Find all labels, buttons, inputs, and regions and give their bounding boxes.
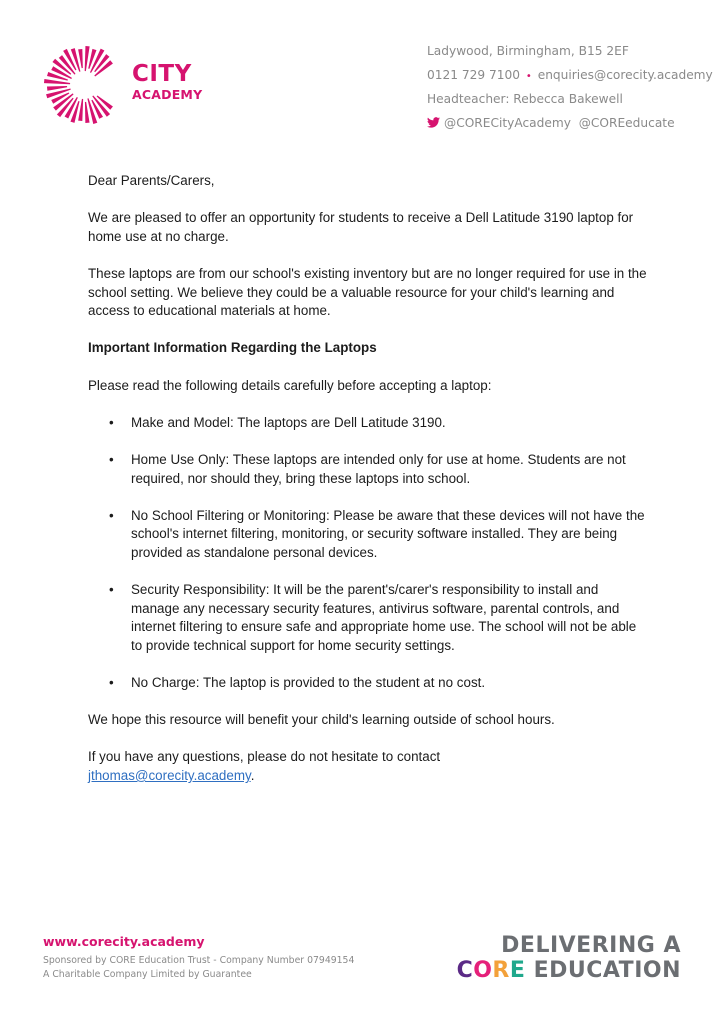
bullet-icon: •	[109, 675, 114, 691]
core-letter-c: C	[456, 958, 474, 983]
twitter-bird-icon	[427, 117, 440, 128]
website-link[interactable]: www.corecity.academy	[43, 934, 205, 949]
list-item-text: No School Filtering or Monitoring: Please be aware that these devices will not have the school's internet filtering, monitoring, or security software installed. They are being provided as standalone personal devices.	[131, 507, 645, 560]
school-name	[132, 63, 202, 102]
list-item-no-charge	[88, 674, 648, 693]
contact-email-link[interactable]: jthomas@corecity.academy	[88, 768, 251, 783]
bullet-icon: •	[109, 582, 114, 598]
twitter-handle-academy[interactable]: @CORECityAcademy	[444, 115, 571, 130]
list-item-make-model	[88, 414, 648, 433]
footer-info	[43, 934, 354, 981]
phone-email-line	[427, 64, 713, 89]
phone-number: 0121 729 7100	[427, 67, 521, 82]
logo-ray	[88, 49, 96, 69]
paragraph-intro: Please read the following details carefully before accepting a laptop:	[88, 377, 492, 393]
list-item-security	[88, 581, 648, 655]
address: Ladywood, Birmingham, B15 2EF	[427, 44, 629, 58]
sunburst-c-logo-icon	[42, 42, 122, 128]
letter-body	[88, 172, 648, 786]
headteacher: Headteacher: Rebecca Bakewell	[427, 92, 623, 106]
info-list	[88, 414, 648, 693]
core-letter-e: E	[509, 958, 526, 983]
closing-contact-text: If you have any questions, please do not hesitate to contact	[88, 749, 441, 765]
closing-contact	[88, 748, 648, 785]
list-item-text: Make and Model: The laptops are Dell Latitude 3190.	[131, 414, 446, 430]
footer-tagline	[457, 933, 681, 983]
sponsor-text: Sponsored by CORE Education Trust - Company Number 07949154	[43, 955, 355, 966]
twitter-line	[427, 112, 713, 136]
charity-text: A Charitable Company Limited by Guarantee	[43, 968, 252, 980]
school-name-academy: ACADEMY	[132, 87, 203, 102]
paragraph-inventory: These laptops are from our school's existing inventory but are no longer required for use in the school setting. We believe they could be a valuable resource for your child's learning and access to educational materials at home.	[88, 265, 647, 319]
list-item-text: Security Responsibility: It will be the parent's/carer's responsibility to install and manage any necessary security features, antivirus software, parental controls, and internet filtering to ensure safe and appropriate home use. The school will not be able to provide technical support for home security settings.	[131, 582, 637, 653]
tagline-line1: DELIVERING A	[501, 933, 681, 958]
contact-block	[427, 40, 713, 135]
list-item-text: Home Use Only: These laptops are intended only for use at home. Students are not required, nor should they, bring these laptops into school.	[131, 451, 626, 486]
salutation: Dear Parents/Carers,	[88, 173, 215, 188]
logo-ray	[70, 101, 79, 123]
list-item-no-filtering	[88, 507, 648, 563]
school-name-city: CITY	[132, 61, 192, 87]
logo-ray	[85, 102, 90, 123]
logo-ray	[47, 72, 68, 81]
tagline-education: EDUCATION	[525, 958, 681, 983]
bullet-icon: •	[109, 507, 114, 523]
twitter-handle-core[interactable]: @COREeducate	[578, 115, 675, 130]
core-letter-r: R	[492, 958, 510, 983]
enquiries-email[interactable]: enquiries@corecity.academy	[537, 67, 713, 82]
tagline-line2	[457, 958, 681, 983]
paragraph-offer: We are pleased to offer an opportunity for students to receive a Dell Latitude 3190 laptop for home use at no charge.	[88, 210, 634, 244]
bullet-icon: •	[109, 451, 114, 467]
bullet-icon: •	[109, 414, 114, 430]
section-heading: Important Information Regarding the Laptops	[88, 340, 377, 356]
closing-period: .	[250, 768, 255, 783]
separator-dot: •	[525, 70, 532, 82]
core-letter-o: O	[473, 958, 493, 983]
closing-hope: We hope this resource will benefit your child's learning outside of school hours.	[88, 712, 555, 728]
list-item-home-use	[88, 451, 648, 488]
list-item-text: No Charge: The laptop is provided to the student at no cost.	[131, 675, 486, 691]
